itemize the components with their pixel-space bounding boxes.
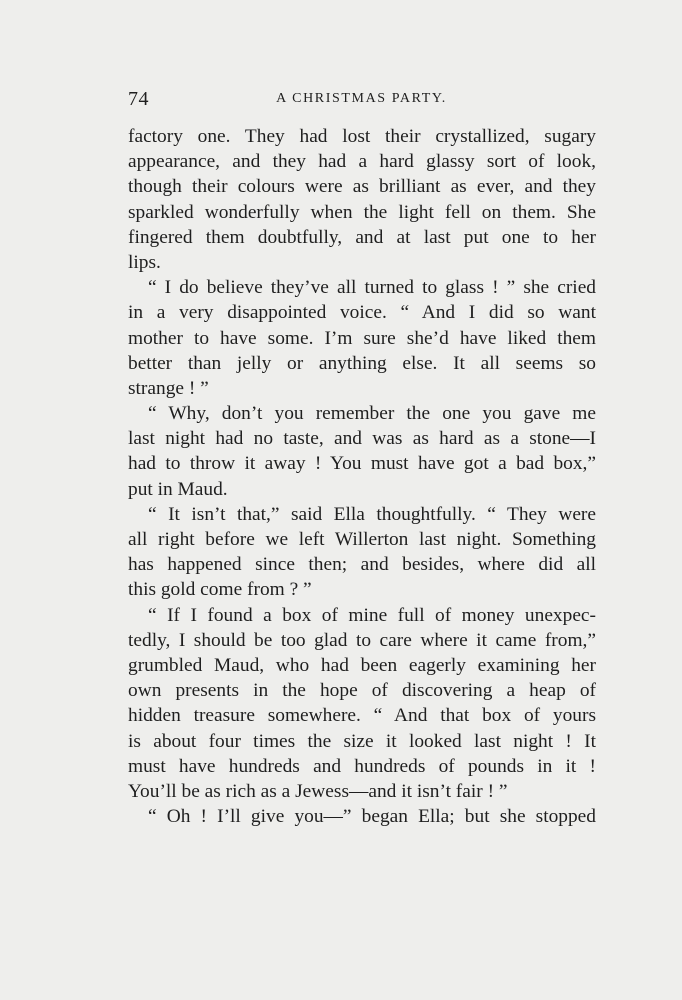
body-text bbox=[128, 124, 596, 829]
text-line: “ It isn’t that,” said Ella thoughtfully. “ They were bbox=[148, 503, 596, 525]
text-line: tedly, I should be too glad to care where it came from,” bbox=[128, 629, 596, 651]
page-header bbox=[128, 88, 595, 116]
text-line: must have hundreds and hundreds of pounds in it ! bbox=[128, 755, 596, 777]
text-line: factory one. They had lost their crystallized, sugary bbox=[128, 126, 596, 147]
text-line: all right before we left Willerton last night. Something bbox=[128, 529, 596, 550]
text-line: has happened since then; and besides, where did all bbox=[128, 554, 596, 576]
text-line: put in Maud. bbox=[128, 478, 228, 500]
text-line: is about four times the size it looked last night ! It bbox=[128, 730, 596, 752]
text-line: hidden treasure somewhere. “ And that box of yours bbox=[128, 705, 596, 727]
text-line: fingered them doubtfully, and at last put one to her bbox=[128, 226, 596, 248]
text-line: better than jelly or anything else. It all seems so bbox=[128, 352, 596, 374]
text-line: grumbled Maud, who had been eagerly examining her bbox=[128, 654, 596, 676]
text-line: “ If I found a box of mine full of money unexpec- bbox=[148, 604, 596, 626]
text-line: “ Oh ! I’ll give you—” began Ella; but she stopped bbox=[148, 806, 596, 828]
text-line: mother to have some. I’m sure she’d have liked them bbox=[128, 327, 596, 349]
text-line: You’ll be as rich as a Jewess—and it isn’t fair ! ” bbox=[128, 780, 508, 802]
page-number: 74 bbox=[128, 88, 149, 110]
running-title: A CHRISTMAS PARTY. bbox=[276, 91, 447, 106]
text-line: “ Why, don’t you remember the one you gave me bbox=[148, 403, 596, 425]
text-line: strange ! ” bbox=[128, 377, 209, 399]
text-line: in a very disappointed voice. “ And I did so want bbox=[128, 302, 596, 324]
text-line: appearance, and they had a hard glassy sort of look, bbox=[128, 151, 596, 173]
text-line: this gold come from ? ” bbox=[128, 579, 312, 601]
text-line: lips. bbox=[128, 251, 161, 273]
text-line: sparkled wonderfully when the light fell on them. She bbox=[128, 201, 596, 223]
text-line: last night had no taste, and was as hard as a stone—I bbox=[128, 428, 596, 450]
text-line: “ I do believe they’ve all turned to glass ! ” she cried bbox=[148, 277, 596, 299]
text-line: though their colours were as brilliant as ever, and they bbox=[128, 176, 596, 198]
text-line: own presents in the hope of discovering a heap of bbox=[128, 680, 596, 702]
text-line: had to throw it away ! You must have got a bad box,” bbox=[128, 453, 596, 475]
